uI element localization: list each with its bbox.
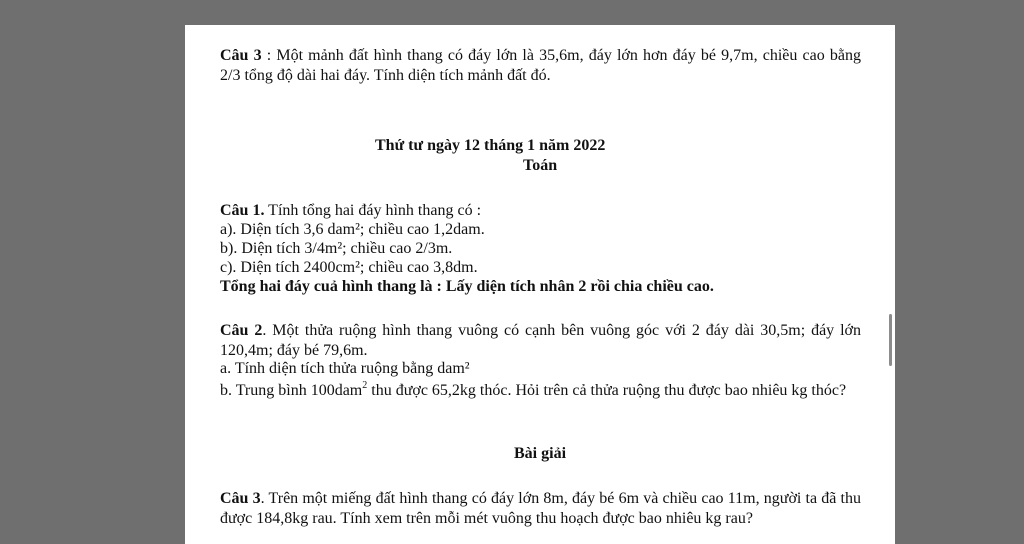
date-heading: Thứ tư ngày 12 tháng 1 năm 2022 (375, 137, 606, 154)
question-3-previous (220, 46, 861, 85)
question-1-item-c: c). Diện tích 2400cm²; chiều cao 3,8dm. (220, 259, 478, 276)
superscript-two: 2 (362, 380, 368, 391)
question-2-part-b (220, 381, 861, 401)
question-1 (220, 201, 481, 220)
question-1-hint: Tổng hai đáy cuả hình thang là : Lấy diện tích nhân 2 rồi chia chiều cao. (220, 278, 714, 295)
question-2-part-a: a. Tính diện tích thửa ruộng bằng dam² (220, 360, 470, 377)
question-3-previous-text: : Một mảnh đất hình thang có đáy lớn là 35,6m, đáy lớn hơn đáy bé 9,7m, chiều cao bằng 2/3 tổng độ dài hai đáy. Tính diện tích mảnh đất đó. (220, 47, 862, 84)
question-2-label: Câu 2 (220, 322, 263, 339)
question-3-label: Câu 3 (220, 490, 261, 507)
question-1-label: Câu 1. (220, 202, 265, 219)
document-page (185, 25, 895, 544)
question-2 (220, 321, 861, 360)
question-2-text: . Một thửa ruộng hình thang vuông có cạnh bên vuông góc với 2 đáy dài 30,5m; đáy lớn 120,4m; đáy bé 79,6m. (220, 322, 862, 359)
question-3-text: . Trên một miếng đất hình thang có đáy lớn 8m, đáy bé 6m và chiều cao 11m, người ta đã thu được 184,8kg rau. Tính xem trên mỗi mét vuông thu hoạch được bao nhiêu kg rau? (220, 490, 862, 527)
question-1-text: Tính tổng hai đáy hình thang có : (264, 202, 482, 219)
vertical-scrollbar[interactable] (889, 314, 892, 366)
question-3 (220, 489, 861, 528)
question-1-item-b: b). Diện tích 3/4m²; chiều cao 2/3m. (220, 240, 453, 257)
question-3-previous-label: Câu 3 (220, 47, 262, 64)
subject-heading: Toán (523, 157, 558, 174)
question-1-item-a: a). Diện tích 3,6 dam²; chiều cao 1,2dam. (220, 221, 485, 238)
question-2-part-b-start: b. Trung bình 100dam (220, 382, 363, 399)
solution-heading: Bài giải (514, 445, 567, 462)
question-2-part-b-end: thu được 65,2kg thóc. Hỏi trên cả thửa ruộng thu được bao nhiêu kg thóc? (367, 382, 847, 399)
